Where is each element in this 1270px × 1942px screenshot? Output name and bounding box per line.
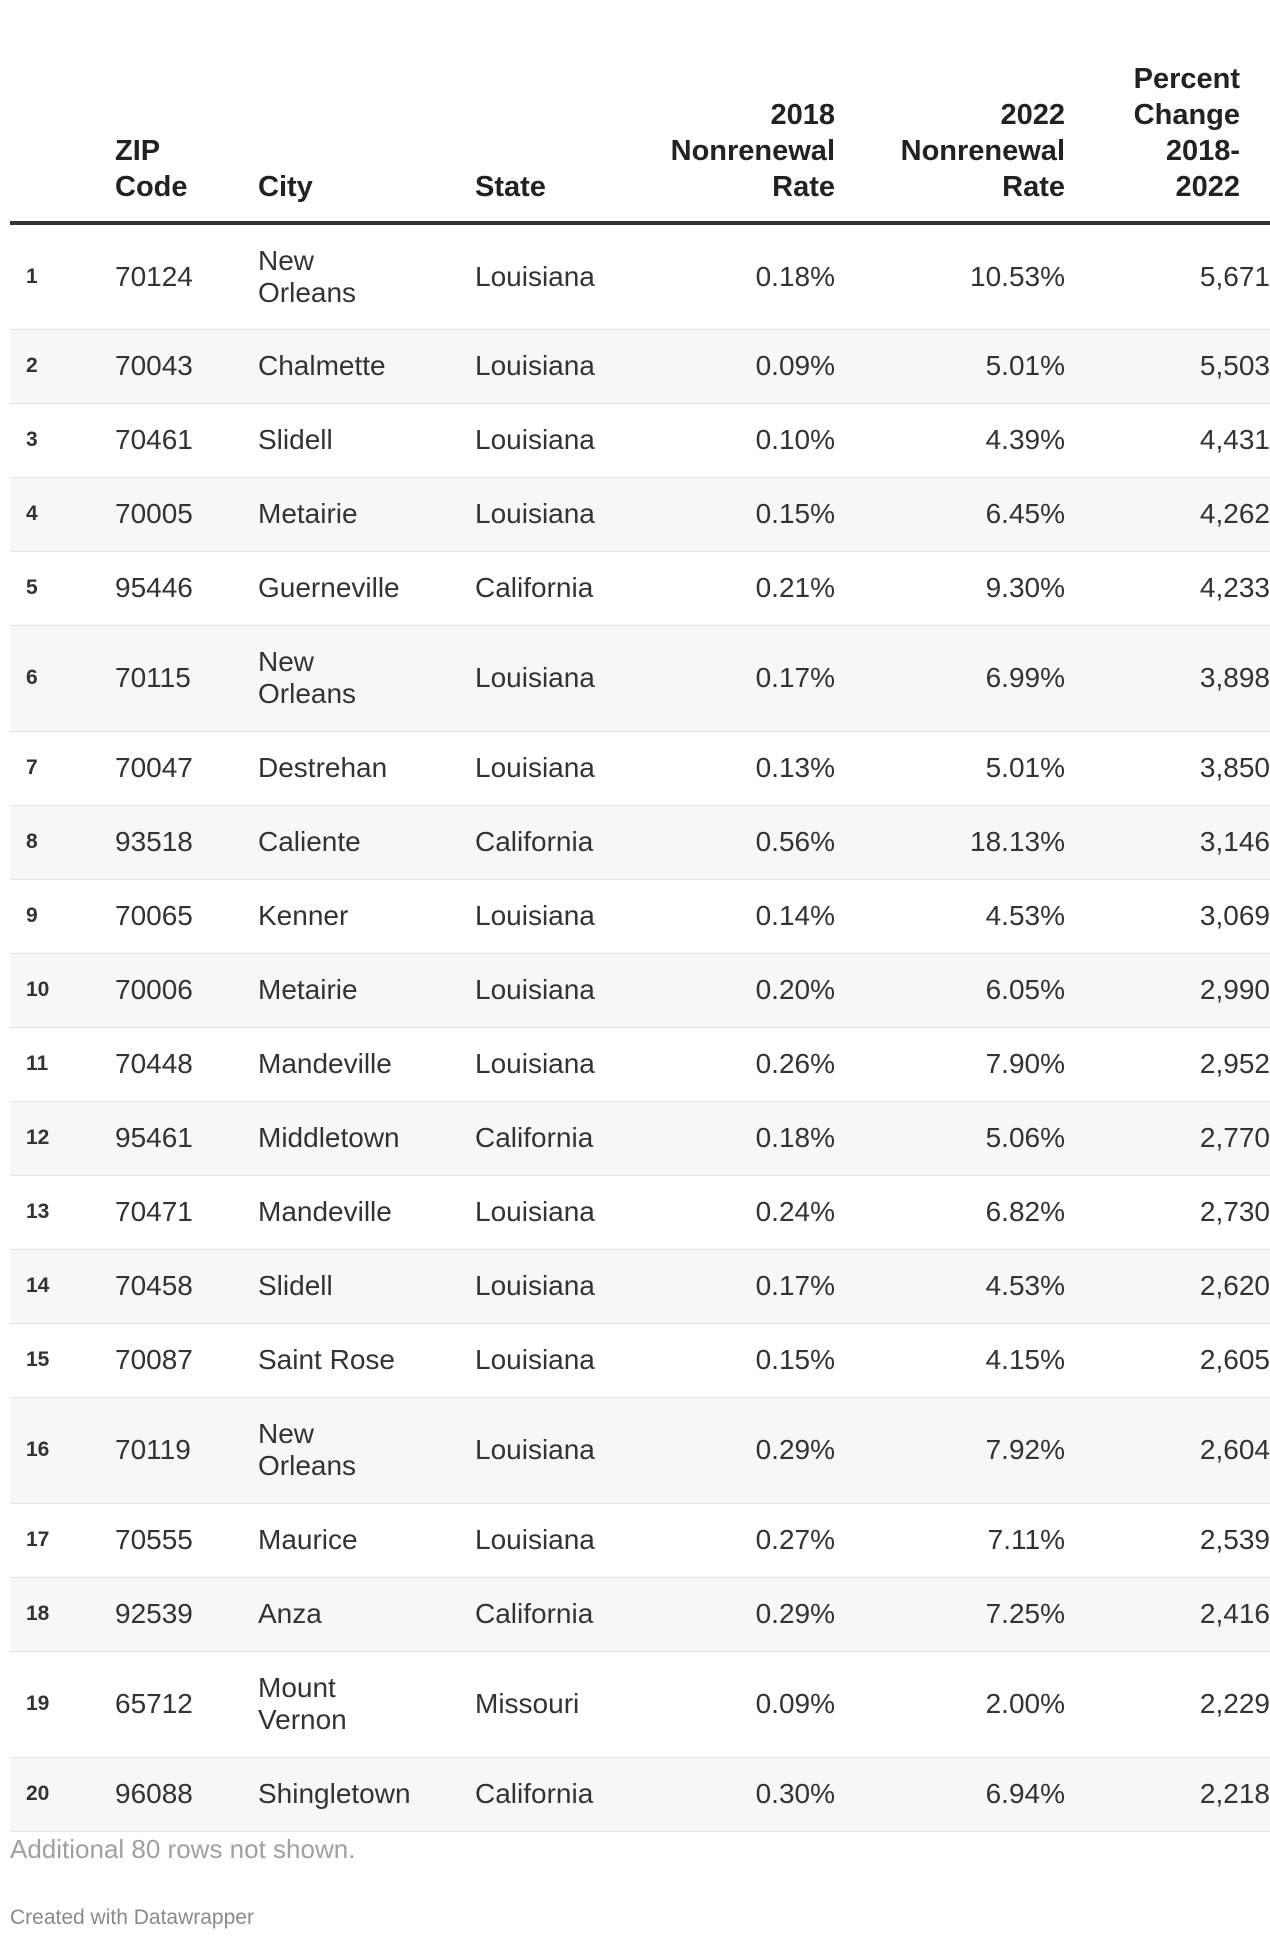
- row-city: Mandeville: [258, 1175, 475, 1249]
- row-rate-2018: 0.27%: [635, 1503, 835, 1577]
- footnote: Additional 80 rows not shown.: [10, 1834, 356, 1864]
- row-percent-change: 2,730: [1065, 1175, 1270, 1249]
- row-percent-change: 2,952: [1065, 1027, 1270, 1101]
- table-row: [10, 1323, 1270, 1397]
- row-city: New Orleans: [258, 625, 475, 731]
- row-rank: 10: [10, 953, 115, 1027]
- row-rank: 7: [10, 731, 115, 805]
- table-row: [10, 731, 1270, 805]
- row-zip-code: 70006: [115, 953, 258, 1027]
- row-rank: 14: [10, 1249, 115, 1323]
- row-state: Louisiana: [475, 477, 635, 551]
- row-rate-2018: 0.15%: [635, 477, 835, 551]
- row-zip-code: 96088: [115, 1757, 258, 1831]
- row-city: Slidell: [258, 1249, 475, 1323]
- row-rank: 5: [10, 551, 115, 625]
- row-rate-2022: 2.00%: [835, 1651, 1065, 1757]
- row-city: Maurice: [258, 1503, 475, 1577]
- table-row: [10, 329, 1270, 403]
- row-city: Shingletown: [258, 1757, 475, 1831]
- row-zip-code: 70458: [115, 1249, 258, 1323]
- row-percent-change: 3,069: [1065, 879, 1270, 953]
- row-percent-change: 4,233: [1065, 551, 1270, 625]
- row-percent-change: 3,898: [1065, 625, 1270, 731]
- row-rate-2022: 6.94%: [835, 1757, 1065, 1831]
- row-rate-2022: 5.01%: [835, 329, 1065, 403]
- row-rate-2022: 5.06%: [835, 1101, 1065, 1175]
- column-header-rate-2018[interactable]: 2018 Nonrenewal Rate: [635, 0, 835, 223]
- row-rank: 13: [10, 1175, 115, 1249]
- row-rate-2022: 18.13%: [835, 805, 1065, 879]
- row-city: Mandeville: [258, 1027, 475, 1101]
- row-state: California: [475, 1577, 635, 1651]
- row-zip-code: 70461: [115, 403, 258, 477]
- row-rate-2018: 0.17%: [635, 625, 835, 731]
- row-state: Louisiana: [475, 403, 635, 477]
- row-state: Louisiana: [475, 1323, 635, 1397]
- row-rate-2018: 0.20%: [635, 953, 835, 1027]
- row-rate-2022: 4.53%: [835, 1249, 1065, 1323]
- row-city: Chalmette: [258, 329, 475, 403]
- row-rank: 6: [10, 625, 115, 731]
- row-city: New Orleans: [258, 1397, 475, 1503]
- row-zip-code: 70124: [115, 223, 258, 329]
- row-state: Missouri: [475, 1651, 635, 1757]
- row-rank: 9: [10, 879, 115, 953]
- table-row: [10, 1249, 1270, 1323]
- row-city: Slidell: [258, 403, 475, 477]
- row-rate-2022: 9.30%: [835, 551, 1065, 625]
- row-rank: 19: [10, 1651, 115, 1757]
- row-rank: 8: [10, 805, 115, 879]
- row-rate-2018: 0.21%: [635, 551, 835, 625]
- row-rate-2022: 4.39%: [835, 403, 1065, 477]
- row-city: Destrehan: [258, 731, 475, 805]
- table-row: [10, 625, 1270, 731]
- row-rate-2022: 6.82%: [835, 1175, 1065, 1249]
- row-rank: 17: [10, 1503, 115, 1577]
- row-rate-2018: 0.10%: [635, 403, 835, 477]
- row-rate-2018: 0.56%: [635, 805, 835, 879]
- row-state: Louisiana: [475, 731, 635, 805]
- table-row: [10, 879, 1270, 953]
- row-zip-code: 70448: [115, 1027, 258, 1101]
- row-city: Anza: [258, 1577, 475, 1651]
- row-percent-change: 2,770: [1065, 1101, 1270, 1175]
- table-row: [10, 1757, 1270, 1831]
- row-state: Louisiana: [475, 953, 635, 1027]
- row-city: Kenner: [258, 879, 475, 953]
- table-row: [10, 477, 1270, 551]
- row-percent-change: 2,416: [1065, 1577, 1270, 1651]
- row-state: Louisiana: [475, 1249, 635, 1323]
- row-zip-code: 95461: [115, 1101, 258, 1175]
- row-rank: 18: [10, 1577, 115, 1651]
- row-zip-code: 70087: [115, 1323, 258, 1397]
- row-city: Guerneville: [258, 551, 475, 625]
- row-zip-code: 65712: [115, 1651, 258, 1757]
- nonrenewal-table: [10, 0, 1270, 1832]
- row-rate-2022: 6.45%: [835, 477, 1065, 551]
- row-rate-2018: 0.13%: [635, 731, 835, 805]
- row-rank: 3: [10, 403, 115, 477]
- table-viewport: [10, 0, 1270, 1832]
- row-zip-code: 70005: [115, 477, 258, 551]
- row-rank: 11: [10, 1027, 115, 1101]
- row-zip-code: 70043: [115, 329, 258, 403]
- row-rate-2018: 0.09%: [635, 1651, 835, 1757]
- row-state: Louisiana: [475, 1027, 635, 1101]
- row-rate-2018: 0.18%: [635, 223, 835, 329]
- row-rate-2018: 0.09%: [635, 329, 835, 403]
- row-zip-code: 70047: [115, 731, 258, 805]
- row-rate-2022: 7.25%: [835, 1577, 1065, 1651]
- row-zip-code: 70471: [115, 1175, 258, 1249]
- column-header-city[interactable]: City: [258, 0, 475, 223]
- row-percent-change: 5,671: [1065, 223, 1270, 329]
- row-rank: 12: [10, 1101, 115, 1175]
- row-state: California: [475, 1757, 635, 1831]
- row-rate-2018: 0.15%: [635, 1323, 835, 1397]
- row-percent-change: 5,503: [1065, 329, 1270, 403]
- row-rate-2018: 0.24%: [635, 1175, 835, 1249]
- row-state: California: [475, 1101, 635, 1175]
- row-zip-code: 70115: [115, 625, 258, 731]
- column-header-rate-2022[interactable]: 2022 Nonrenewal Rate: [835, 0, 1065, 223]
- row-percent-change: 2,990: [1065, 953, 1270, 1027]
- table-row: [10, 1175, 1270, 1249]
- row-city: Caliente: [258, 805, 475, 879]
- table-row: [10, 551, 1270, 625]
- row-percent-change: 2,604: [1065, 1397, 1270, 1503]
- row-zip-code: 92539: [115, 1577, 258, 1651]
- row-state: California: [475, 551, 635, 625]
- row-state: Louisiana: [475, 223, 635, 329]
- row-rate-2018: 0.26%: [635, 1027, 835, 1101]
- table-row: [10, 1503, 1270, 1577]
- row-zip-code: 70065: [115, 879, 258, 953]
- row-rate-2022: 6.99%: [835, 625, 1065, 731]
- table-row: [10, 1577, 1270, 1651]
- row-percent-change: 2,229: [1065, 1651, 1270, 1757]
- row-city: Middletown: [258, 1101, 475, 1175]
- row-city: Mount Vernon: [258, 1651, 475, 1757]
- row-rate-2018: 0.18%: [635, 1101, 835, 1175]
- row-city: Metairie: [258, 953, 475, 1027]
- row-rate-2018: 0.29%: [635, 1577, 835, 1651]
- row-rank: 4: [10, 477, 115, 551]
- row-percent-change: 4,262: [1065, 477, 1270, 551]
- row-state: Louisiana: [475, 879, 635, 953]
- row-zip-code: 95446: [115, 551, 258, 625]
- row-percent-change: 2,218: [1065, 1757, 1270, 1831]
- table-row: [10, 1027, 1270, 1101]
- column-header-rank[interactable]: [10, 0, 115, 223]
- row-zip-code: 93518: [115, 805, 258, 879]
- table-body: [10, 223, 1270, 1831]
- row-rate-2022: 6.05%: [835, 953, 1065, 1027]
- row-rate-2018: 0.17%: [635, 1249, 835, 1323]
- table-row: [10, 1651, 1270, 1757]
- row-rank: 16: [10, 1397, 115, 1503]
- row-rate-2022: 7.11%: [835, 1503, 1065, 1577]
- row-rank: 15: [10, 1323, 115, 1397]
- row-zip-code: 70555: [115, 1503, 258, 1577]
- row-percent-change: 3,850: [1065, 731, 1270, 805]
- row-state: Louisiana: [475, 1503, 635, 1577]
- row-percent-change: 2,539: [1065, 1503, 1270, 1577]
- row-rate-2022: 4.15%: [835, 1323, 1065, 1397]
- column-header-percent-change[interactable]: Percent Change 2018- 2022: [1065, 0, 1270, 223]
- credit-line: Created with Datawrapper: [10, 1906, 254, 1929]
- row-state: Louisiana: [475, 329, 635, 403]
- row-state: California: [475, 805, 635, 879]
- row-rank: 20: [10, 1757, 115, 1831]
- row-state: Louisiana: [475, 1175, 635, 1249]
- row-city: New Orleans: [258, 223, 475, 329]
- table-row: [10, 953, 1270, 1027]
- row-state: Louisiana: [475, 1397, 635, 1503]
- row-state: Louisiana: [475, 625, 635, 731]
- row-zip-code: 70119: [115, 1397, 258, 1503]
- table-row: [10, 223, 1270, 329]
- row-city: Saint Rose: [258, 1323, 475, 1397]
- column-header-zip[interactable]: ZIP Code: [115, 0, 258, 223]
- row-percent-change: 2,620: [1065, 1249, 1270, 1323]
- row-percent-change: 3,146: [1065, 805, 1270, 879]
- column-header-state[interactable]: State: [475, 0, 635, 223]
- row-rank: 2: [10, 329, 115, 403]
- table-row: [10, 1397, 1270, 1503]
- table-row: [10, 1101, 1270, 1175]
- row-rate-2022: 5.01%: [835, 731, 1065, 805]
- row-rate-2022: 10.53%: [835, 223, 1065, 329]
- table-row: [10, 403, 1270, 477]
- row-rank: 1: [10, 223, 115, 329]
- table-row: [10, 805, 1270, 879]
- row-rate-2022: 4.53%: [835, 879, 1065, 953]
- row-rate-2022: 7.92%: [835, 1397, 1065, 1503]
- row-rate-2018: 0.30%: [635, 1757, 835, 1831]
- row-percent-change: 4,431: [1065, 403, 1270, 477]
- header-row: [10, 0, 1270, 223]
- row-rate-2022: 7.90%: [835, 1027, 1065, 1101]
- row-rate-2018: 0.14%: [635, 879, 835, 953]
- row-percent-change: 2,605: [1065, 1323, 1270, 1397]
- row-city: Metairie: [258, 477, 475, 551]
- row-rate-2018: 0.29%: [635, 1397, 835, 1503]
